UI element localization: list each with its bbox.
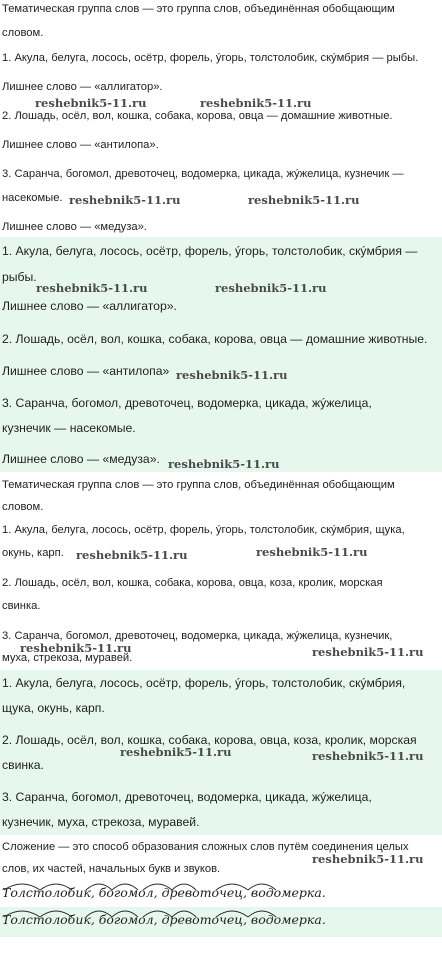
text-line: Лишнее слово — «аллигатор».	[2, 299, 177, 313]
watermark: reshebnik5-11.ru	[256, 545, 368, 559]
word-analysis-row: Толстолобик, богомол, древоточец, водомерка.	[2, 912, 326, 927]
text-line: Тематическая группа слов — это группа слов, объединённая обобщающим	[2, 3, 395, 15]
text-line: 3. Саранча, богомол, древоточец, водомерка, цикада, жýжелица,	[2, 790, 372, 804]
watermark: reshebnik5-11.ru	[35, 96, 147, 110]
text-line: Лишнее слово — «аллигатор».	[2, 81, 163, 93]
text-line: 1. Акула, белуга, лосось, осётр, форель, ýгорь, толстолобик, скýмбрия,	[2, 676, 406, 690]
watermark: reshebnik5-11.ru	[215, 281, 327, 295]
text-line: слов, их частей, начальных букв и звуков.	[2, 863, 221, 875]
text-line: свинка.	[2, 758, 44, 772]
text-line: 1. Акула, белуга, лосось, осётр, форель, ýгорь, толстолобик, скýмбрия, щука,	[2, 524, 405, 536]
watermark: reshebnik5-11.ru	[20, 641, 132, 655]
watermark: reshebnik5-11.ru	[176, 368, 288, 382]
text-line: 3. Саранча, богомол, древоточец, водомерка, цикада, жýжелица,	[2, 396, 372, 410]
text-line: муха, стрекоза, муравей.	[2, 652, 133, 664]
text-line: Лишнее слово — «антилопа»	[2, 364, 170, 378]
text-line: 2. Лошадь, осёл, вол, кошка, собака, корова, овца — домашние животные.	[2, 332, 428, 346]
watermark: reshebnik5-11.ru	[76, 548, 188, 562]
text-line: свинка.	[2, 600, 41, 612]
text-line: 2. Лошадь, осёл, вол, кошка, собака, корова, овца, коза, кролик, морская	[2, 733, 417, 747]
text-line: насекомые.	[2, 192, 63, 204]
text-line: кузнечик, муха, стрекоза, муравей.	[2, 815, 200, 829]
text-line: окунь, карп.	[2, 547, 64, 559]
text-line: щука, окунь, карп.	[2, 701, 105, 715]
answer-block-2	[0, 237, 442, 472]
word-analysis-row: Толстолобик, богомол, древоточец, водомерка.	[2, 885, 326, 900]
watermark: reshebnik5-11.ru	[312, 645, 424, 659]
text-line: Тематическая группа слов — это группа слов, объединённая обобщающим	[2, 479, 395, 491]
watermark: reshebnik5-11.ru	[168, 457, 280, 471]
text-line: Сложение — это способ образования сложных слов путём соединения целых	[2, 841, 409, 853]
text-line: 3. Саранча, богомол, древоточец, водомерка, цикада, жýжелица, кузнечик,	[2, 630, 393, 642]
watermark: reshebnik5-11.ru	[69, 193, 181, 207]
text-line: 2. Лошадь, осёл, вол, кошка, собака, корова, овца, коза, кролик, морская	[2, 577, 383, 589]
text-line: Лишнее слово — «антилопа».	[2, 139, 159, 151]
text-line: Лишнее слово — «медуза».	[2, 221, 147, 233]
text-line: 1. Акула, белуга, лосось, осётр, форель, ýгорь, толстолобик, скýмбрия —	[2, 244, 418, 258]
watermark: reshebnik5-11.ru	[312, 852, 424, 866]
text-line: кузнечик — насекомые.	[2, 421, 136, 435]
text-line: 1. Акула, белуга, лосось, осётр, форель, ýгорь, толстолобик, скýмбрия — рыбы.	[2, 52, 419, 64]
text-line: 3. Саранча, богомол, древоточец, водомерка, цикада, жýжелица, кузнечик —	[2, 168, 404, 180]
watermark: reshebnik5-11.ru	[248, 193, 360, 207]
watermark: reshebnik5-11.ru	[120, 745, 232, 759]
watermark: reshebnik5-11.ru	[312, 749, 424, 763]
watermark: reshebnik5-11.ru	[200, 96, 312, 110]
text-line: словом.	[2, 501, 44, 513]
text-line: 2. Лошадь, осёл, вол, кошка, собака, корова, овца — домашние животные.	[2, 110, 393, 122]
text-line: словом.	[2, 27, 44, 39]
text-line: рыбы.	[2, 270, 37, 284]
watermark: reshebnik5-11.ru	[36, 281, 148, 295]
text-line: Лишнее слово — «медуза».	[2, 452, 160, 466]
